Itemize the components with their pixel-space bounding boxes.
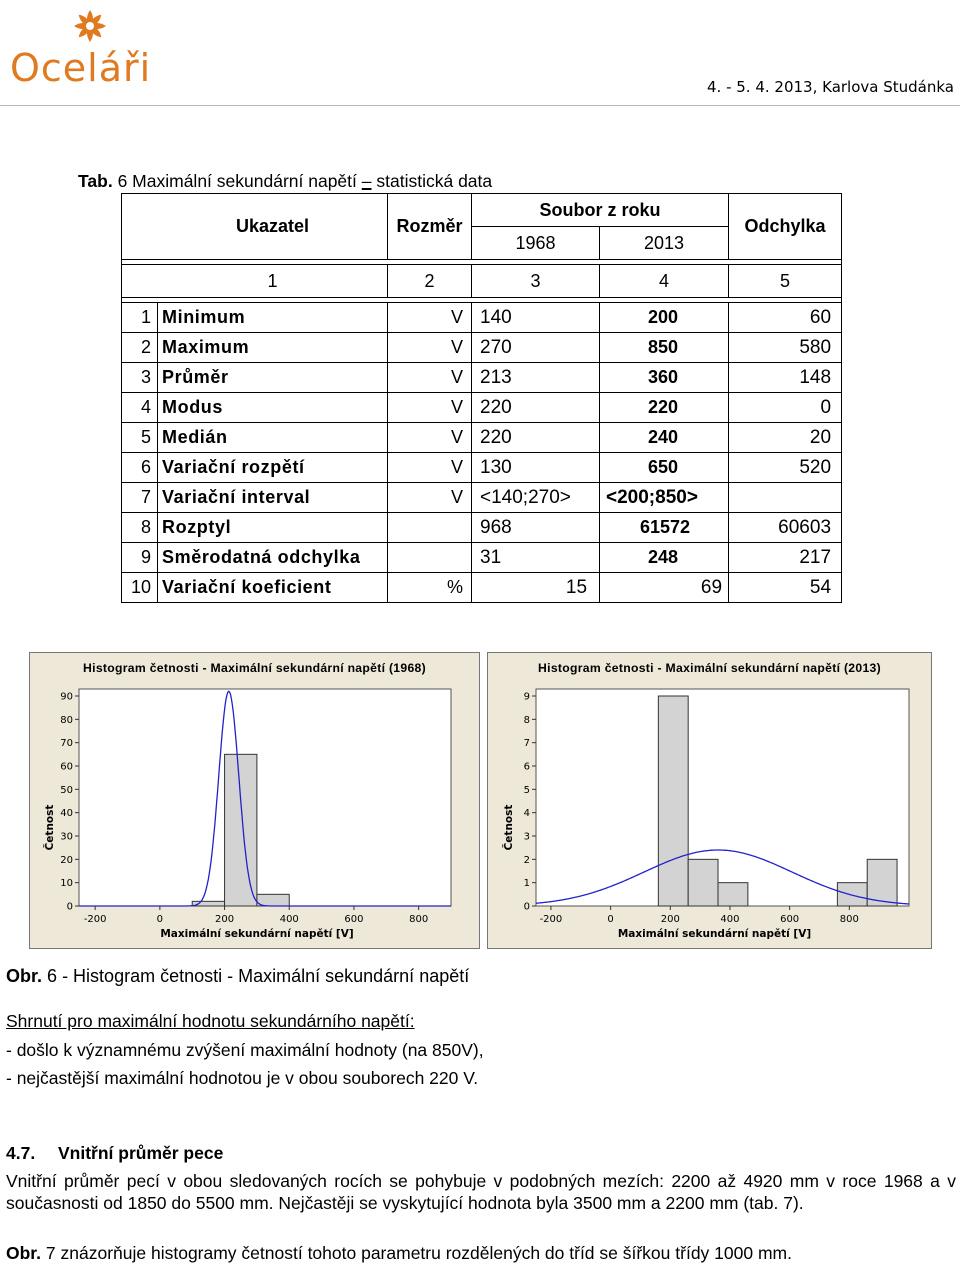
table-caption-number: 6 <box>117 171 128 191</box>
row-value-2013: 360 <box>600 363 729 393</box>
col-number-4: 4 <box>600 265 729 298</box>
y-tick-label: 7 <box>523 738 530 750</box>
row-value-1968: 140 <box>472 303 600 333</box>
table-row <box>122 333 842 363</box>
section-number: 4.7. <box>6 1143 36 1163</box>
row-deviation: 60603 <box>729 513 842 543</box>
section-paragraph: Vnitřní průměr pecí v obou sledovaných rocích se pohybuje v podobných mezích: 2200 až 4920 mm v roce 1968 a v současnosti od 1850 do 5500 mm. Nejčastěji se vyskytující hodnota byla 3500 mm a 2200 mm (tab. 7). <box>6 1171 956 1213</box>
summary-line: - došlo k významnému zvýšení maximální hodnoty (na 850V), <box>6 1040 484 1060</box>
row-value-2013: 69 <box>600 573 729 603</box>
row-value-2013: 850 <box>600 333 729 363</box>
row-label: Rozptyl <box>158 513 388 543</box>
row-unit: V <box>388 363 472 393</box>
header-deviation: Odchylka <box>729 194 842 260</box>
y-tick-label: 6 <box>523 761 530 773</box>
row-deviation: 580 <box>729 333 842 363</box>
row-value-1968: 213 <box>472 363 600 393</box>
header-divider <box>0 105 960 106</box>
row-value-2013: 220 <box>600 393 729 423</box>
row-number: 4 <box>122 393 158 423</box>
y-axis-label: Četnost <box>44 804 56 851</box>
header-file-from-year: Soubor z roku <box>472 194 729 227</box>
chart-title: Histogram četnosti - Maximální sekundární napětí (1968) <box>83 661 426 675</box>
x-tick-label: 800 <box>409 914 429 925</box>
row-number: 3 <box>122 363 158 393</box>
x-tick-label: 200 <box>215 914 235 925</box>
row-value-1968: <140;270> <box>472 483 600 513</box>
y-tick-label: 20 <box>60 854 73 866</box>
y-axis-label: Četnost <box>503 804 515 851</box>
row-deviation: 148 <box>729 363 842 393</box>
table-row <box>122 573 842 603</box>
row-value-1968: 130 <box>472 453 600 483</box>
histogram-bar <box>837 883 867 906</box>
row-unit: V <box>388 333 472 363</box>
y-tick-label: 9 <box>523 691 530 703</box>
figure-caption-number: 6 <box>47 966 58 986</box>
y-tick-label: 90 <box>60 691 73 703</box>
x-tick-label: 0 <box>156 914 164 925</box>
histogram-bar <box>688 859 718 906</box>
table-row <box>122 363 842 393</box>
row-label: Variační rozpětí <box>158 453 388 483</box>
row-label: Variační interval <box>158 483 388 513</box>
row-label: Minimum <box>158 303 388 333</box>
table-row <box>122 453 842 483</box>
y-tick-label: 30 <box>60 831 73 843</box>
row-unit: V <box>388 303 472 333</box>
table-column-numbers-row <box>122 265 842 298</box>
table-caption-prefix: Tab. <box>78 171 113 191</box>
row-number: 1 <box>122 303 158 333</box>
y-tick-label: 5 <box>523 784 530 796</box>
row-unit: V <box>388 423 472 453</box>
row-unit <box>388 513 472 543</box>
col-number-2: 2 <box>388 265 472 298</box>
plot-area <box>79 689 451 906</box>
y-tick-label: 60 <box>60 761 73 773</box>
histogram-bar <box>718 883 748 906</box>
section-title: Vnitřní průměr pece <box>58 1143 224 1163</box>
figure-reference-number: 7 <box>45 1243 56 1263</box>
section-heading <box>6 1143 223 1164</box>
table-row <box>122 423 842 453</box>
y-tick-label: 2 <box>523 854 530 866</box>
histogram-bar <box>225 754 257 906</box>
plot-area <box>536 689 909 906</box>
header-indicator: Ukazatel <box>122 194 388 260</box>
row-deviation: 60 <box>729 303 842 333</box>
row-label: Variační koeficient <box>158 573 388 603</box>
row-number: 10 <box>122 573 158 603</box>
y-tick-label: 50 <box>60 784 73 796</box>
statistics-table <box>121 193 842 603</box>
histogram-2013-chart <box>488 653 931 948</box>
y-tick-label: 70 <box>60 738 73 750</box>
col-number-3: 3 <box>472 265 600 298</box>
row-deviation <box>729 483 842 513</box>
x-axis-label: Maximální sekundární napětí [V] <box>617 928 812 940</box>
row-value-2013: 200 <box>600 303 729 333</box>
histogram-bar <box>257 894 289 906</box>
y-tick-label: 8 <box>523 714 530 726</box>
header-year-1968: 1968 <box>472 227 600 260</box>
figure-reference-prefix: Obr. <box>6 1243 42 1263</box>
row-label: Směrodatná odchylka <box>158 543 388 573</box>
row-value-2013: <200;850> <box>600 483 729 513</box>
histogram-2013-panel <box>487 652 932 949</box>
x-tick-label: -200 <box>83 914 107 925</box>
x-tick-label: 800 <box>839 914 859 925</box>
row-value-1968: 968 <box>472 513 600 543</box>
table-row <box>122 393 842 423</box>
row-number: 7 <box>122 483 158 513</box>
logo-text: Oceláři <box>10 46 152 90</box>
y-tick-label: 1 <box>523 878 530 890</box>
y-tick-label: 4 <box>523 808 530 820</box>
row-number: 6 <box>122 453 158 483</box>
x-tick-label: 600 <box>780 914 800 925</box>
summary-line: - nejčastější maximální hodnotou je v obou souborech 220 V. <box>6 1068 479 1088</box>
table-caption-text: Maximální sekundární napětí <box>132 171 357 191</box>
row-unit: % <box>388 573 472 603</box>
x-tick-label: 200 <box>660 914 680 925</box>
conference-date: 4. - 5. 4. 2013, Karlova Studánka <box>707 78 954 96</box>
figure-caption-prefix: Obr. <box>6 966 43 986</box>
histogram-1968-panel <box>29 652 480 949</box>
row-label: Maximum <box>158 333 388 363</box>
row-value-1968: 220 <box>472 393 600 423</box>
table-caption <box>78 171 492 192</box>
row-value-2013: 240 <box>600 423 729 453</box>
summary-heading: Shrnutí pro maximální hodnotu sekundárního napětí: <box>6 1011 415 1031</box>
row-unit <box>388 543 472 573</box>
table-row <box>122 543 842 573</box>
y-tick-label: 3 <box>523 831 530 843</box>
row-deviation: 217 <box>729 543 842 573</box>
row-unit: V <box>388 393 472 423</box>
y-tick-label: 40 <box>60 808 73 820</box>
row-deviation: 0 <box>729 393 842 423</box>
table-row <box>122 483 842 513</box>
col-number-5: 5 <box>729 265 842 298</box>
y-tick-label: 0 <box>66 901 73 913</box>
row-value-1968: 31 <box>472 543 600 573</box>
row-label: Medián <box>158 423 388 453</box>
x-tick-label: 600 <box>344 914 364 925</box>
histogram-1968-chart <box>30 653 479 948</box>
row-number: 9 <box>122 543 158 573</box>
figure-reference <box>6 1243 792 1264</box>
figure-caption <box>6 966 469 987</box>
row-number: 5 <box>122 423 158 453</box>
row-value-1968: 220 <box>472 423 600 453</box>
row-label: Průměr <box>158 363 388 393</box>
y-tick-label: 0 <box>523 901 530 913</box>
row-number: 8 <box>122 513 158 543</box>
x-tick-label: 400 <box>720 914 740 925</box>
row-label: Modus <box>158 393 388 423</box>
row-unit: V <box>388 483 472 513</box>
chart-title: Histogram četnosti - Maximální sekundární napětí (2013) <box>538 661 881 675</box>
x-tick-label: 400 <box>279 914 299 925</box>
col-number-1: 1 <box>122 265 388 298</box>
row-value-1968: 270 <box>472 333 600 363</box>
x-axis-label: Maximální sekundární napětí [V] <box>160 928 354 940</box>
table-header-row <box>122 194 842 227</box>
y-tick-label: 80 <box>60 714 73 726</box>
y-tick-label: 10 <box>60 878 73 890</box>
table-caption-dash: – <box>361 171 372 191</box>
x-tick-label: -200 <box>539 914 563 925</box>
histogram-bar <box>192 901 224 906</box>
header-year-2013: 2013 <box>600 227 729 260</box>
row-unit: V <box>388 453 472 483</box>
row-value-2013: 61572 <box>600 513 729 543</box>
table-caption-rest: statistická data <box>376 171 493 191</box>
header-dimension: Rozměr <box>388 194 472 260</box>
row-value-2013: 248 <box>600 543 729 573</box>
x-tick-label: 0 <box>607 914 614 925</box>
figure-reference-text: znázorňuje histogramy četností tohoto parametru rozdělených do tříd se šířkou třídy 1000 mm. <box>60 1243 792 1263</box>
row-value-1968: 15 <box>472 573 600 603</box>
figure-caption-text: - Histogram četnosti - Maximální sekundární napětí <box>62 966 470 986</box>
row-deviation: 20 <box>729 423 842 453</box>
row-deviation: 54 <box>729 573 842 603</box>
row-deviation: 520 <box>729 453 842 483</box>
row-number: 2 <box>122 333 158 363</box>
row-value-2013: 650 <box>600 453 729 483</box>
table-row <box>122 513 842 543</box>
histogram-bar <box>658 696 688 906</box>
table-row <box>122 303 842 333</box>
